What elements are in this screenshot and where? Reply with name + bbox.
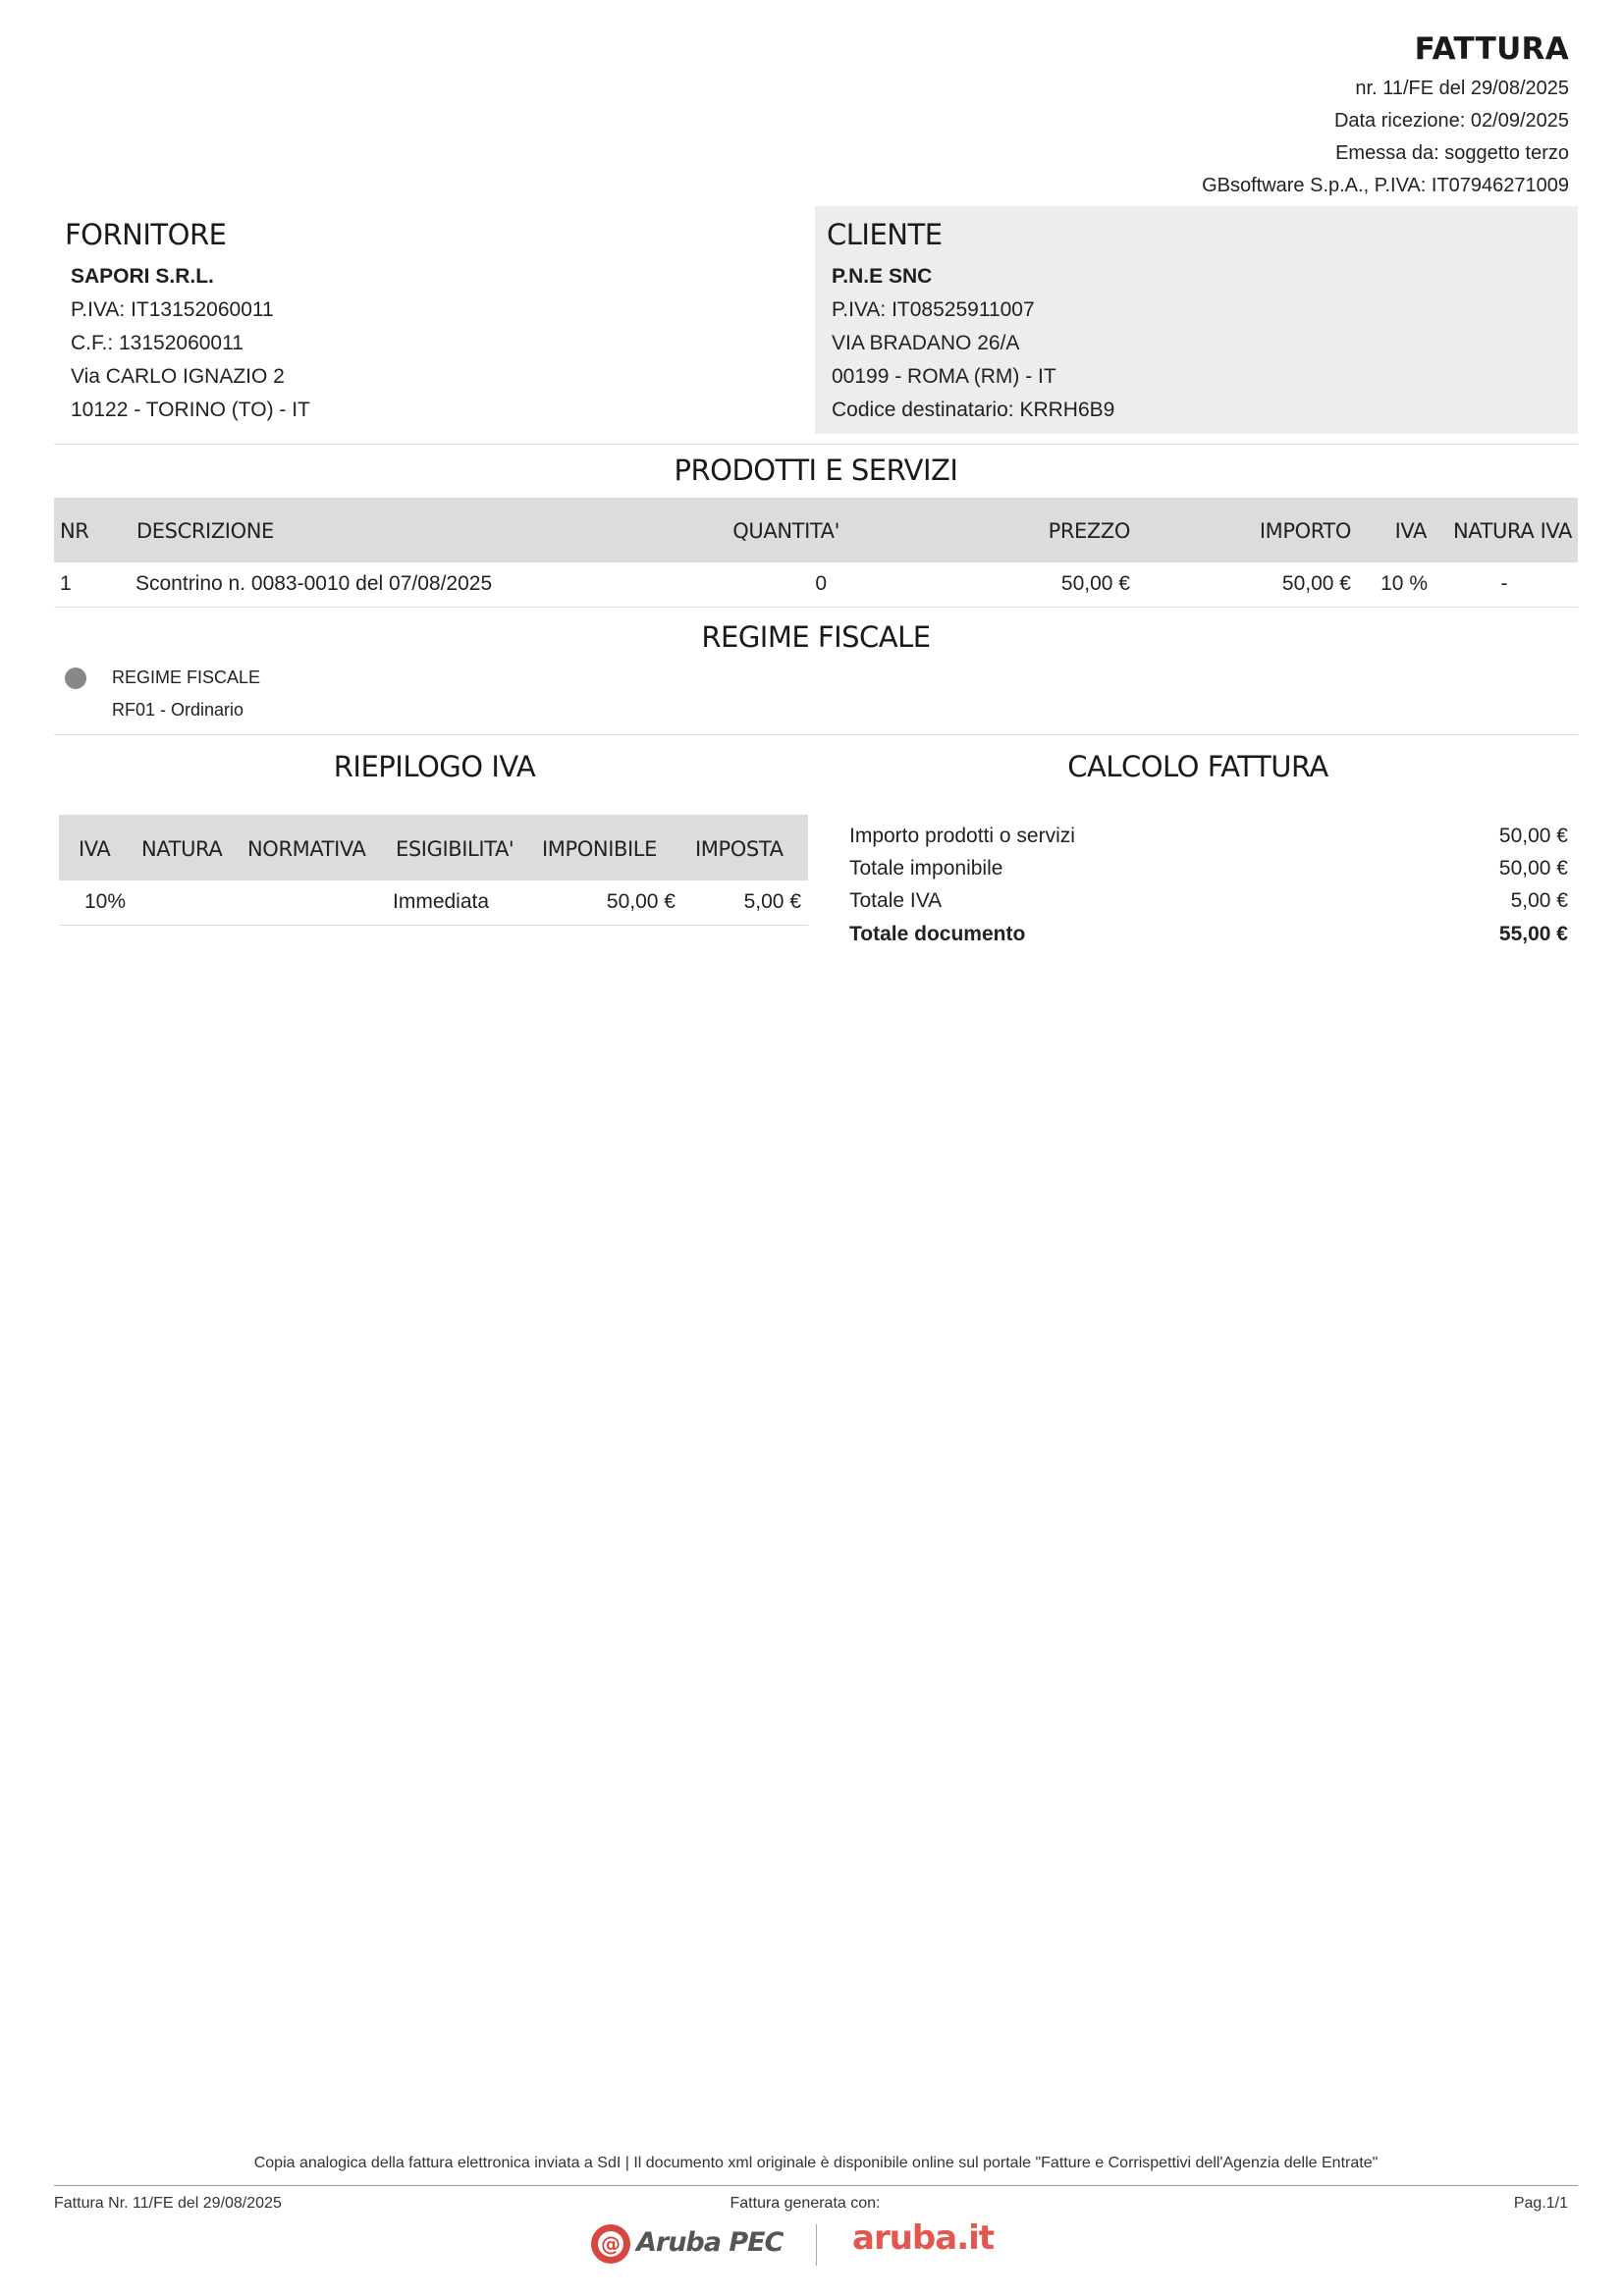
client-box (815, 206, 1578, 434)
calc-value-vat: 5,00 € (1510, 889, 1568, 912)
divider (54, 607, 1578, 608)
svg-text:@: @ (601, 2232, 621, 2256)
invoice-calc-heading: CALCOLO FATTURA (1067, 750, 1328, 783)
footer-generated-by: Fattura generata con: (730, 2195, 881, 2212)
supplier-vat: P.IVA: IT13152060011 (71, 298, 274, 321)
row-amount: 50,00 € (1281, 572, 1351, 595)
client-heading: CLIENTE (827, 218, 943, 251)
supplier-box (54, 206, 810, 434)
col-taxable: IMPONIBILE (542, 837, 657, 861)
row-quantity: 0 (815, 572, 827, 595)
row-vat-nature: - (1500, 572, 1508, 595)
logo-separator (816, 2224, 817, 2266)
row-vat: 10 % (1380, 572, 1428, 595)
client-recipient-code: Codice destinatario: KRRH6B9 (832, 399, 1115, 421)
supplier-heading: FORNITORE (65, 218, 227, 251)
col-regulation: NORMATIVA (247, 837, 366, 861)
vat-row-chargeability: Immediata (393, 890, 490, 913)
col-quantity: QUANTITA' (732, 519, 839, 543)
tax-regime-value: RF01 - Ordinario (112, 700, 244, 720)
footer-page: Pag.1/1 (1513, 2195, 1568, 2212)
calc-value-products: 50,00 € (1498, 825, 1568, 847)
divider (59, 925, 808, 926)
calc-label-taxable: Totale imponibile (849, 857, 1003, 880)
col-vat: IVA (79, 837, 111, 861)
client-name: P.N.E SNC (832, 265, 933, 288)
col-description: DESCRIZIONE (136, 519, 274, 543)
footer-note: Copia analogica della fattura elettronica inviata a SdI | Il documento xml originale è disponibile online sul portale "Fatture e Corrispettivi dell'Agenzia delle Entrate" (253, 2155, 1379, 2171)
vat-table-header (59, 815, 808, 881)
aruba-it-logo: aruba.it (852, 2218, 995, 2258)
calc-value-taxable: 50,00 € (1498, 857, 1568, 880)
row-nr: 1 (60, 572, 72, 595)
col-nr: NR (60, 519, 89, 543)
vat-row-tax: 5,00 € (743, 890, 801, 913)
vat-summary-heading: RIEPILOGO IVA (333, 750, 536, 783)
vat-row-taxable: 50,00 € (606, 890, 676, 913)
tax-regime-heading: REGIME FISCALE (701, 620, 931, 654)
products-table-header (54, 498, 1578, 562)
bullet-icon (65, 667, 86, 689)
aruba-pec-logo: Aruba PEC (636, 2227, 784, 2258)
supplier-name: SAPORI S.R.L. (71, 265, 214, 288)
received-date: Data ricezione: 02/09/2025 (1333, 110, 1569, 132)
footer-doc-ref: Fattura Nr. 11/FE del 29/08/2025 (54, 2195, 282, 2212)
products-heading: PRODOTTI E SERVIZI (674, 454, 958, 487)
calc-value-total: 55,00 € (1498, 923, 1568, 945)
supplier-city: 10122 - TORINO (TO) - IT (71, 399, 310, 421)
calc-label-vat: Totale IVA (849, 889, 943, 912)
col-chargeability: ESIGIBILITA' (396, 837, 514, 861)
col-price: PREZZO (1048, 519, 1130, 543)
table-row (54, 562, 1578, 607)
col-tax: IMPOSTA (695, 837, 784, 861)
tax-regime-label: REGIME FISCALE (112, 667, 261, 687)
col-amount: IMPORTO (1259, 519, 1351, 543)
invoice-title: FATTURA (1414, 31, 1569, 67)
col-vat: IVA (1394, 519, 1427, 543)
issuer-info: GBsoftware S.p.A., P.IVA: IT07946271009 (1202, 175, 1569, 196)
client-city: 00199 - ROMA (RM) - IT (832, 365, 1056, 388)
row-price: 50,00 € (1060, 572, 1130, 595)
supplier-tax-code: C.F.: 13152060011 (71, 332, 243, 354)
client-address: VIA BRADANO 26/A (832, 332, 1020, 354)
aruba-pec-logo-icon (589, 2221, 633, 2266)
table-row (59, 881, 808, 925)
vat-row-rate: 10% (84, 890, 127, 913)
invoice-number: nr. 11/FE del 29/08/2025 (1355, 78, 1569, 99)
divider (54, 2185, 1578, 2186)
supplier-address: Via CARLO IGNAZIO 2 (71, 365, 285, 388)
col-vat-nature: NATURA IVA (1452, 519, 1572, 543)
col-nature: NATURA (141, 837, 223, 861)
row-description: Scontrino n. 0083-0010 del 07/08/2025 (135, 572, 493, 595)
issued-by: Emessa da: soggetto terzo (1335, 142, 1569, 164)
calc-label-products: Importo prodotti o servizi (849, 825, 1075, 847)
client-vat: P.IVA: IT08525911007 (832, 298, 1035, 321)
divider (54, 444, 1578, 445)
calc-label-total: Totale documento (849, 923, 1026, 945)
divider (54, 734, 1578, 735)
